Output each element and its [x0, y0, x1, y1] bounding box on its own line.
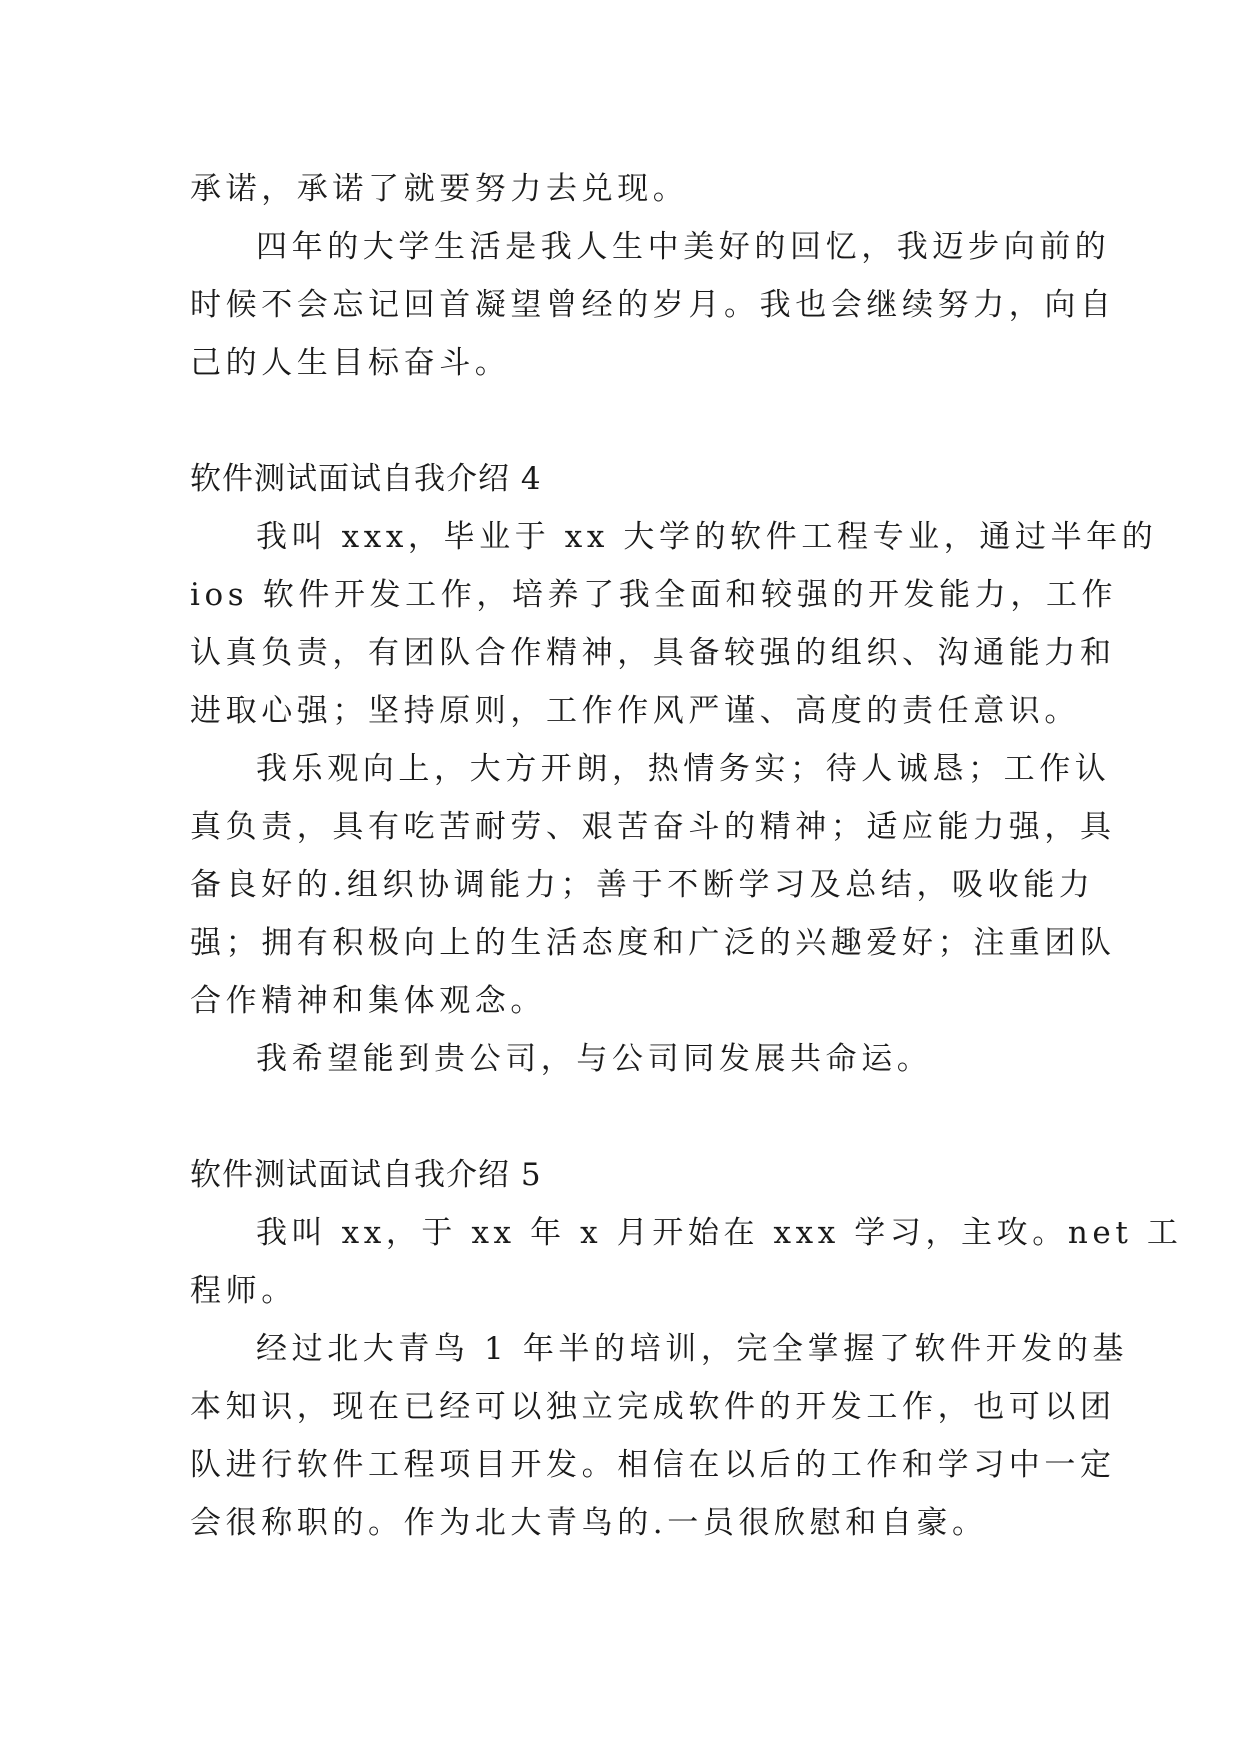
body-line: 队进行软件工程项目开发。相信在以后的工作和学习中一定 — [190, 1447, 1116, 1483]
body-line: 时候不会忘记回首凝望曾经的岁月。我也会继续努力，向自 — [190, 287, 1116, 323]
body-line: 程师。 — [190, 1273, 297, 1309]
body-line: 真负责，具有吃苦耐劳、艰苦奋斗的精神；适应能力强，具 — [190, 809, 1116, 845]
body-line: 我叫 xx，于 xx 年 x 月开始在 xxx 学习，主攻。net 工 — [256, 1215, 1183, 1251]
section-gap — [190, 392, 1050, 450]
body-line: 备良好的.组织协调能力；善于不断学习及总结，吸收能力 — [190, 867, 1095, 903]
body-line: 四年的大学生活是我人生中美好的回忆，我迈步向前的 — [256, 229, 1111, 265]
body-line: 本知识，现在已经可以独立完成软件的开发工作，也可以团 — [190, 1389, 1116, 1425]
body-line: 合作精神和集体观念。 — [190, 983, 546, 1019]
body-line: 承诺，承诺了就要努力去兑现。 — [190, 171, 689, 207]
body-line: 我希望能到贵公司，与公司同发展共命运。 — [256, 1041, 933, 1077]
body-line: 己的人生目标奋斗。 — [190, 345, 511, 381]
document-body — [190, 160, 1183, 1552]
body-line: 认真负责，有团队合作精神，具备较强的组织、沟通能力和 — [190, 635, 1116, 671]
body-line: 进取心强；坚持原则，工作作风严谨、高度的责任意识。 — [190, 693, 1080, 729]
body-line: 强；拥有积极向上的生活态度和广泛的兴趣爱好；注重团队 — [190, 925, 1116, 961]
body-line: 经过北大青鸟 1 年半的培训，完全掌握了软件开发的基 — [256, 1331, 1129, 1367]
section-heading: 软件测试面试自我介绍 5 — [190, 1157, 542, 1193]
body-line: ios 软件开发工作，培养了我全面和较强的开发能力，工作 — [190, 577, 1118, 613]
body-line: 会很称职的。作为北大青鸟的.一员很欣慰和自豪。 — [190, 1505, 988, 1541]
section-gap — [190, 1088, 1050, 1146]
body-line: 我叫 xxx，毕业于 xx 大学的软件工程专业，通过半年的 — [256, 519, 1158, 555]
body-line: 我乐观向上，大方开朗，热情务实；待人诚恳；工作认 — [256, 751, 1111, 787]
section-heading: 软件测试面试自我介绍 4 — [190, 461, 542, 497]
